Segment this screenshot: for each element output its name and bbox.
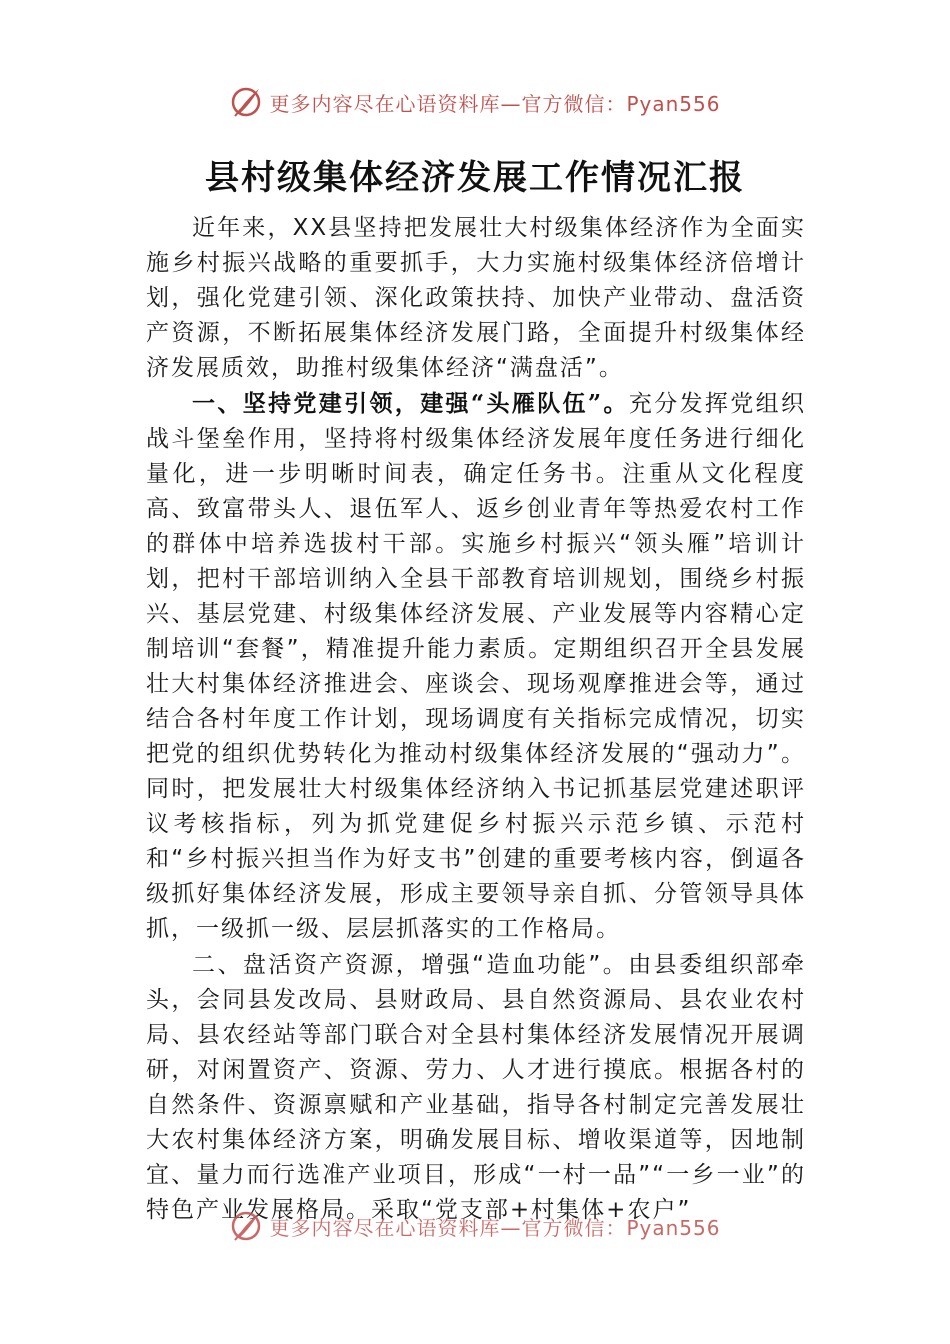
paragraph: [146, 386, 806, 947]
paragraph-text: 充分发挥党组织战斗堡垒作用，坚持将村级集体经济发展年度任务进行细化量化，进一步明晰时间表，确定任务书。注重从文化程度高、致富带头人、退伍军人、返乡创业青年等热爱农村工作的群体中培养选拔村干部。实施乡村振兴“领头雁”培训计划，把村干部培训纳入全县干部教育培训规划，围绕乡村振兴、基层党建、村级集体经济发展、产业发展等内容精心定制培训“套餐”，精准提升能力素质。定期组织召开全县发展壮大村集体经济推进会、座谈会、现场观摩推进会等，通过结合各村年度工作计划，现场调度有关指标完成情况，切实把党的组织优势转化为推动村级集体经济发展的“强动力”。同时，把发展壮大村级集体经济纳入书记抓基层党建述职评议考核指标，列为抓党建促乡村振兴示范乡镇、示范村和“乡村振兴担当作为好支书”创建的重要考核内容，倒逼各级抓好集体经济发展，形成主要领导亲自抓、分管领导具体抓，一级抓一级、层层抓落实的工作格局。: [146, 391, 806, 942]
watermark-text: 更多内容尽在心语资料库—官方微信：Pyan556: [269, 1215, 721, 1240]
paragraph-text: 近年来，XX县坚持把发展壮大村级集体经济作为全面实施乡村振兴战略的重要抓手，大力实施村级集体经济倍增计划，强化党建引领、深化政策扶持、加快产业带动、盘活资产资源，不断拓展集体经济发展门路，全面提升村级集体经济发展质效，助推村级集体经济“满盘活”。: [146, 215, 806, 381]
watermark-footer: [0, 1208, 950, 1244]
paragraph-heading: 一、坚持党建引领，建强“头雁队伍”。: [192, 390, 629, 417]
paragraph-text: 二、盘活资产资源，增强“造血功能”。由县委组织部牵头，会同县发改局、县财政局、县自然资源局、县农业农村局、县农经站等部门联合对全县村集体经济发展情况开展调研，对闲置资产、资源、劳力、人才进行摸底。根据各村的自然条件、资源禀赋和产业基础，指导各村制定完善发展壮大农村集体经济方案，明确发展目标、增收渠道等，因地制宜、量力而行选准产业项目，形成“一村一品”“一乡一业”的特色产业发展格局。采取“党支部+村集体+农户”: [146, 952, 806, 1223]
paragraph: [146, 210, 806, 386]
quill-pen-logo-icon: [229, 1209, 263, 1243]
paragraph: [146, 947, 806, 1228]
watermark-text: 更多内容尽在心语资料库—官方微信：Pyan556: [269, 91, 721, 116]
document-title: 县村级集体经济发展工作情况汇报: [205, 158, 745, 198]
document-body: [146, 210, 806, 1228]
watermark-header: [0, 84, 950, 120]
quill-pen-logo-icon: [229, 85, 263, 119]
